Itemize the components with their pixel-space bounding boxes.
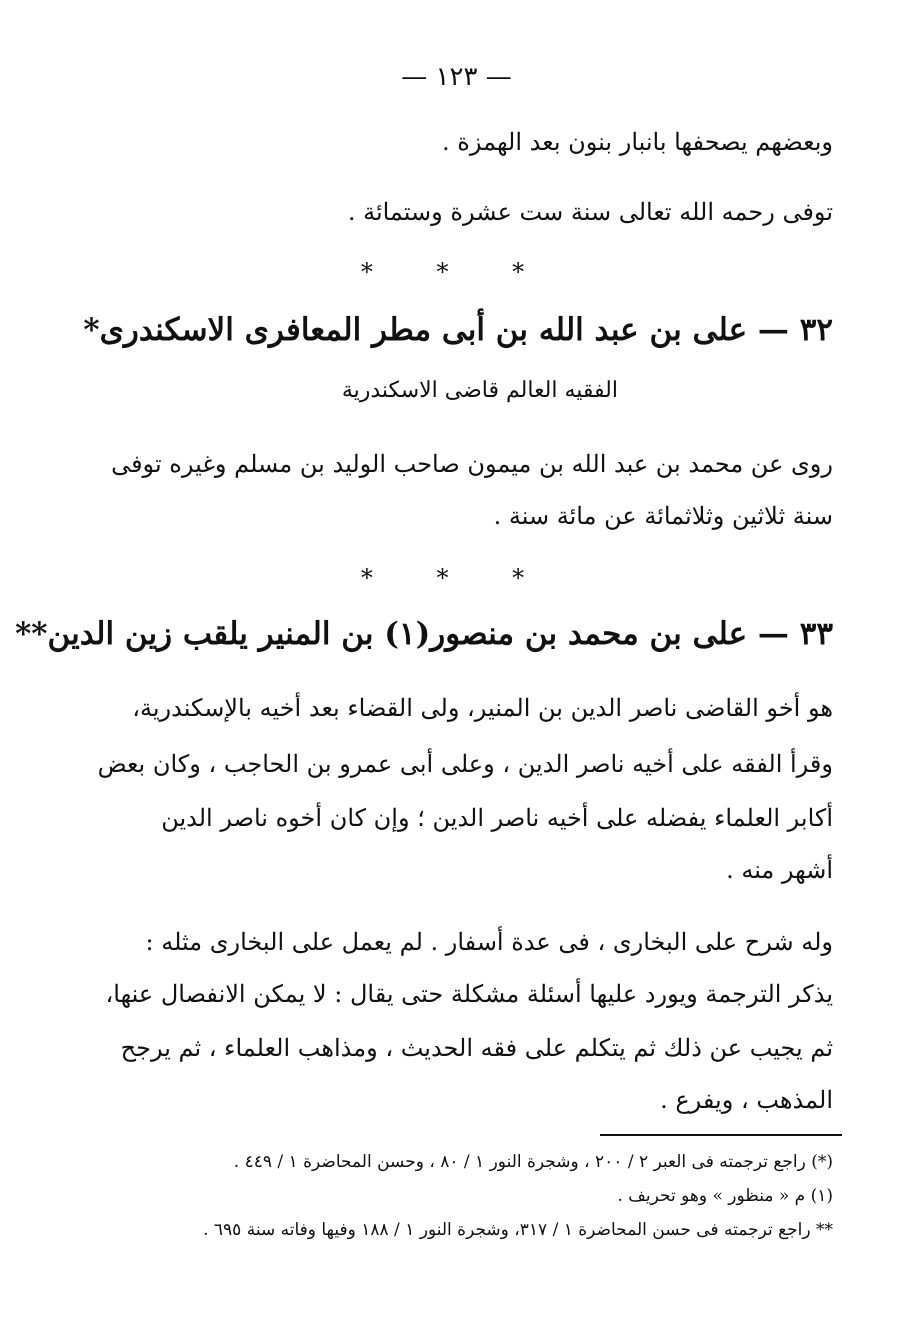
entry-31-line-2: توفى رحمه الله تعالى سنة ست عشرة وستمائة . [347, 198, 833, 226]
entry-33-para-1-line-4: أشهر منه . [726, 856, 833, 884]
entry-32-subheading: الفقيه العالم قاضى الاسكندرية [341, 378, 618, 403]
footnote-divider [600, 1134, 842, 1136]
entry-33-para-1-line-1: هو أخو القاضى ناصر الدين بن المنير، ولى القضاء بعد أخيه بالإسكندرية، [132, 694, 833, 722]
section-separator: * * * [360, 258, 553, 286]
entry-33-para-2-line-2: يذكر الترجمة ويورد عليها أسئلة مشكلة حتى يقال : لا يمكن الانفصال عنها، [105, 980, 833, 1008]
entry-32-body-line-2: سنة ثلاثين وثلاثمائة عن مائة سنة . [493, 502, 833, 530]
entry-33-para-1-line-3: أكابر العلماء يفضله على أخيه ناصر الدين ؛ وإن كان أخوه ناصر الدين [161, 804, 833, 832]
footnote-2: (١) م « منظور » وهو تحريف . [617, 1186, 833, 1206]
entry-31-line-1: وبعضهم يصحفها بانبار بنون بعد الهمزة . [442, 128, 833, 156]
section-separator: * * * [360, 564, 553, 592]
entry-32-heading: ٣٢ — على بن عبد الله بن أبى مطر المعافرى الاسكندرى* [83, 312, 833, 348]
entry-33-para-1-line-2: وقرأ الفقه على أخيه ناصر الدين ، وعلى أبى عمرو بن الحاجب ، وكان بعض [97, 750, 833, 778]
entry-33-heading: ٣٣ — على بن محمد بن منصور(١) بن المنير يلقب زين الدين** [15, 616, 833, 652]
footnote-1: (*) راجع ترجمته فى العبر ٢ / ٢٠٠ ، وشجرة النور ١ / ٨٠ ، وحسن المحاضرة ١ / ٤٤٩ . [233, 1152, 833, 1172]
entry-32-body-line-1: روى عن محمد بن عبد الله بن ميمون صاحب الوليد بن مسلم وغيره توفى [111, 450, 833, 478]
footnote-3: ** راجع ترجمته فى حسن المحاضرة ١ / ٣١٧، وشجرة النور ١ / ١٨٨ وفيها وفاته سنة ٦٩٥ . [203, 1220, 833, 1240]
entry-33-para-2-line-3: ثم يجيب عن ذلك ثم يتكلم على فقه الحديث ، ومذاهب العلماء ، ثم يرجح [120, 1034, 833, 1062]
page-number: — ١٢٣ — [401, 62, 512, 92]
entry-33-para-2-line-1: وله شرح على البخارى ، فى عدة أسفار . لم يعمل على البخارى مثله : [145, 928, 833, 956]
entry-33-para-2-line-4: المذهب ، ويفرع . [660, 1086, 833, 1114]
